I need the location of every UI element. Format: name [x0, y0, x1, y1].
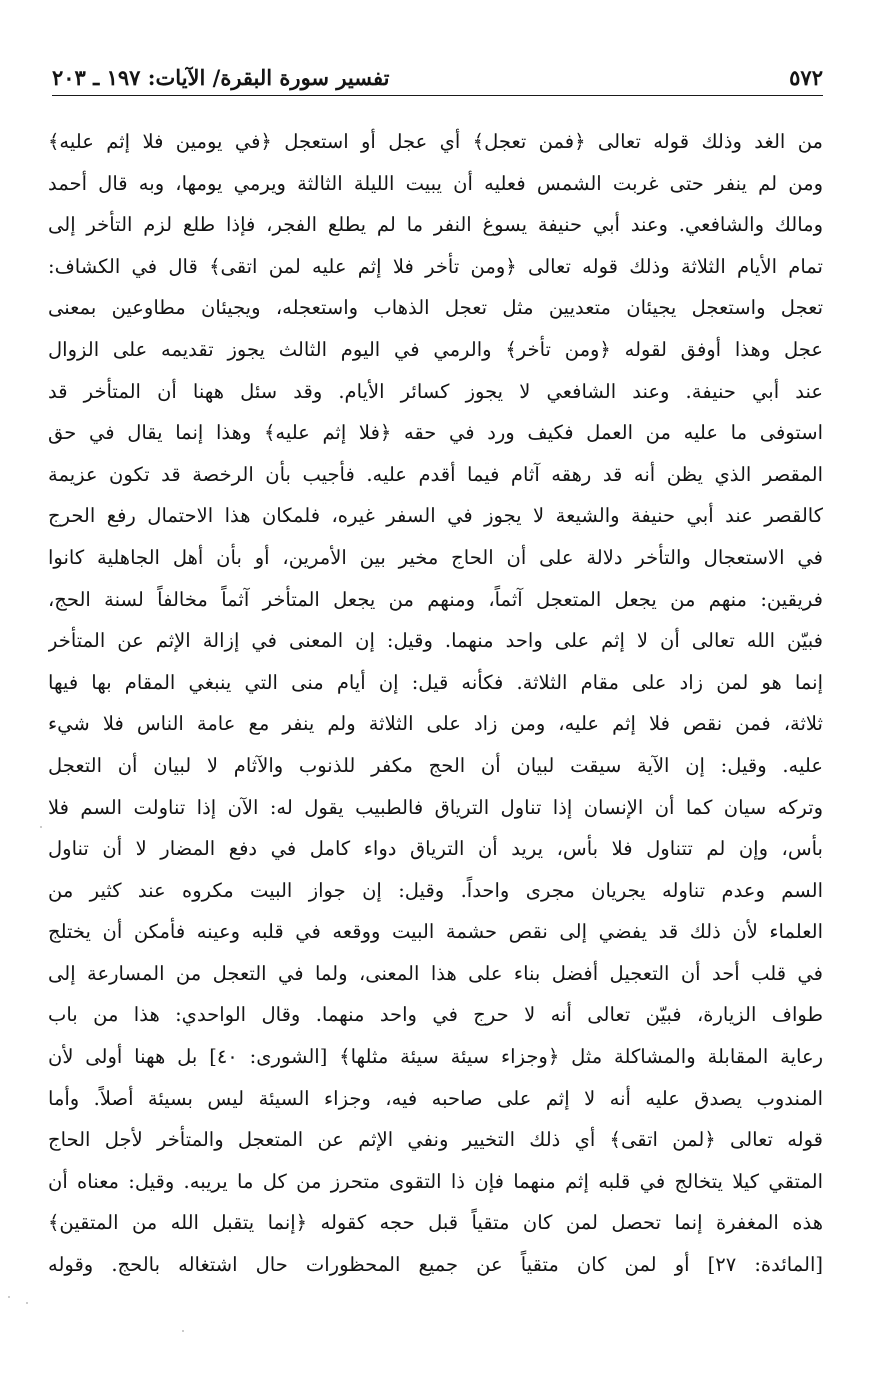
text-line: ومن لم ينفر حتى غربت الشمس فعليه أن يبيت الليلة الثالثة ويرمي يومها، وبه قال أحمد [48, 171, 823, 195]
header-title: تفسير سورة البقرة/ الآيات: ١٩٧ ـ ٢٠٣ [52, 65, 390, 90]
text-line: بأس، وإن لم تتناول فلا بأس، يريد أن الترياق دواء كامل في دفع المضار لا أن تناول [48, 837, 823, 861]
text-line: عند أبي حنيفة. وعند الشافعي لا يجوز كسائر الأيام. وقد سئل ههنا أن المتأخر قد [48, 379, 823, 403]
text-line: عجل وهذا أوفق لقوله ﴿ومن تأخر﴾ والرمي في اليوم الثالث يجوز تقديمه على الزوال [48, 337, 823, 361]
scan-speck [40, 826, 42, 828]
text-line: استوفى ما عليه من العمل فكيف ورد في حقه ﴿فلا إثم عليه﴾ وهذا إنما يقال في حق [48, 421, 823, 445]
text-line: فريقين: منهم من يجعل المتعجل آثماً، ومنهم من يجعل المتأخر آثماً مخالفاً لسنة الحج، [48, 587, 823, 611]
scan-speck [26, 1302, 28, 1304]
body-text [48, 121, 823, 1286]
text-line: العلماء لأن ذلك قد يفضي إلى نقص حشمة البيت ووقعه في قلبه وعينه فأمكن أن يختلج [48, 920, 823, 944]
text-line: من الغد وذلك قوله تعالى ﴿فمن تعجل﴾ أي عجل أو استعجل ﴿في يومين فلا إثم عليه﴾ [48, 130, 823, 153]
text-line: فبيّن الله تعالى أن لا إثم على واحد منهما. وقيل: إن المعنى في إزالة الإثم عن المتأخر [48, 629, 823, 653]
text-line: [المائدة: ٢٧] أو لمن كان متقياً عن جميع المحظورات حال اشتغاله بالحج. وقوله [48, 1253, 823, 1277]
scan-speck [8, 1296, 10, 1298]
text-line: هذه المغفرة إنما تحصل لمن كان متقياً قبل حجه كقوله ﴿إنما يتقبل الله من المتقين﴾ [48, 1211, 823, 1235]
text-line: المندوب يصدق عليه أنه لا إثم على صاحبه فيه، وجزاء السيئة ليس بسيئة أصلاً. وأما [48, 1086, 823, 1110]
text-line: ومالك والشافعي. وعند أبي حنيفة يسوغ النفر ما لم يطلع الفجر، فإذا طلع لزم التأخر إلى [48, 213, 823, 237]
text-line: في قلب أحد أن التعجيل أفضل بناء على هذا المعنى، ولما في التعجل من المسارعة إلى [48, 961, 823, 985]
text-line: تمام الأيام الثلاثة وذلك قوله تعالى ﴿ومن تأخر فلا إثم عليه لمن اتقى﴾ قال في الكشاف: [48, 254, 823, 278]
text-line: إنما هو لمن زاد على مقام الثلاثة. فكأنه قيل: إن أيام منى التي ينبغي المقام بها فيها [48, 670, 823, 694]
text-line: وتركه سيان كما أن الإنسان إذا تناول الترياق فالطبيب يقول له: الآن إذا تناولت السم فلا [48, 795, 823, 819]
text-line: قوله تعالى ﴿لمن اتقى﴾ أي ذلك التخيير ونفي الإثم عن المتعجل والمتأخر لأجل الحاج [48, 1128, 823, 1152]
text-line: كالقصر عند أبي حنيفة والشيعة لا يجوز في السفر غيره، فلمكان هذا الاحتمال رفع الحرج [48, 504, 823, 528]
text-line: رعاية المقابلة والمشاكلة مثل ﴿وجزاء سيئة سيئة مثلها﴾ [الشورى: ٤٠] بل ههنا أولى لأن [48, 1045, 823, 1069]
text-line: تعجل واستعجل يجيئان متعديين مثل تعجل الذهاب واستعجله، ويجيئان مطاوعين بمعنى [48, 296, 823, 320]
text-line: طواف الزيارة، فبيّن تعالى أنه لا حرج في واحد منهما. وقال الواحدي: هذا من باب [48, 1003, 823, 1027]
scan-speck [182, 1330, 184, 1332]
text-line: المقصر الذي يظن أنه قد رهقه آثام فيما أقدم عليه. فأجيب بأن الرخصة قد تكون عزيمة [48, 462, 823, 486]
text-line: المتقي كيلا يتخالج في قلبه إثم منهما فإن ذا التقوى متحرز من كل ما يريبه. وقيل: معناه أن [48, 1169, 823, 1193]
text-line: ثلاثة، فمن نقص فلا إثم عليه، ومن زاد على الثلاثة ولم ينفر مع عامة الناس فلا شيء [48, 712, 823, 736]
text-line: في الاستعجال والتأخر دلالة على أن الحاج مخير بين الأمرين، أو بأن أهل الجاهلية كانوا [48, 545, 823, 569]
text-line: السم وعدم تناوله يجريان مجرى واحداً. وقيل: إن جواز البيت مكروه عند كثير من [48, 878, 823, 902]
page-number: ٥٧٢ [789, 65, 823, 90]
text-line: عليه. وقيل: إن الآية سيقت لبيان أن الحج مكفر للذنوب والآثام لا لبيان أن التعجل [48, 753, 823, 777]
running-header [52, 58, 823, 96]
